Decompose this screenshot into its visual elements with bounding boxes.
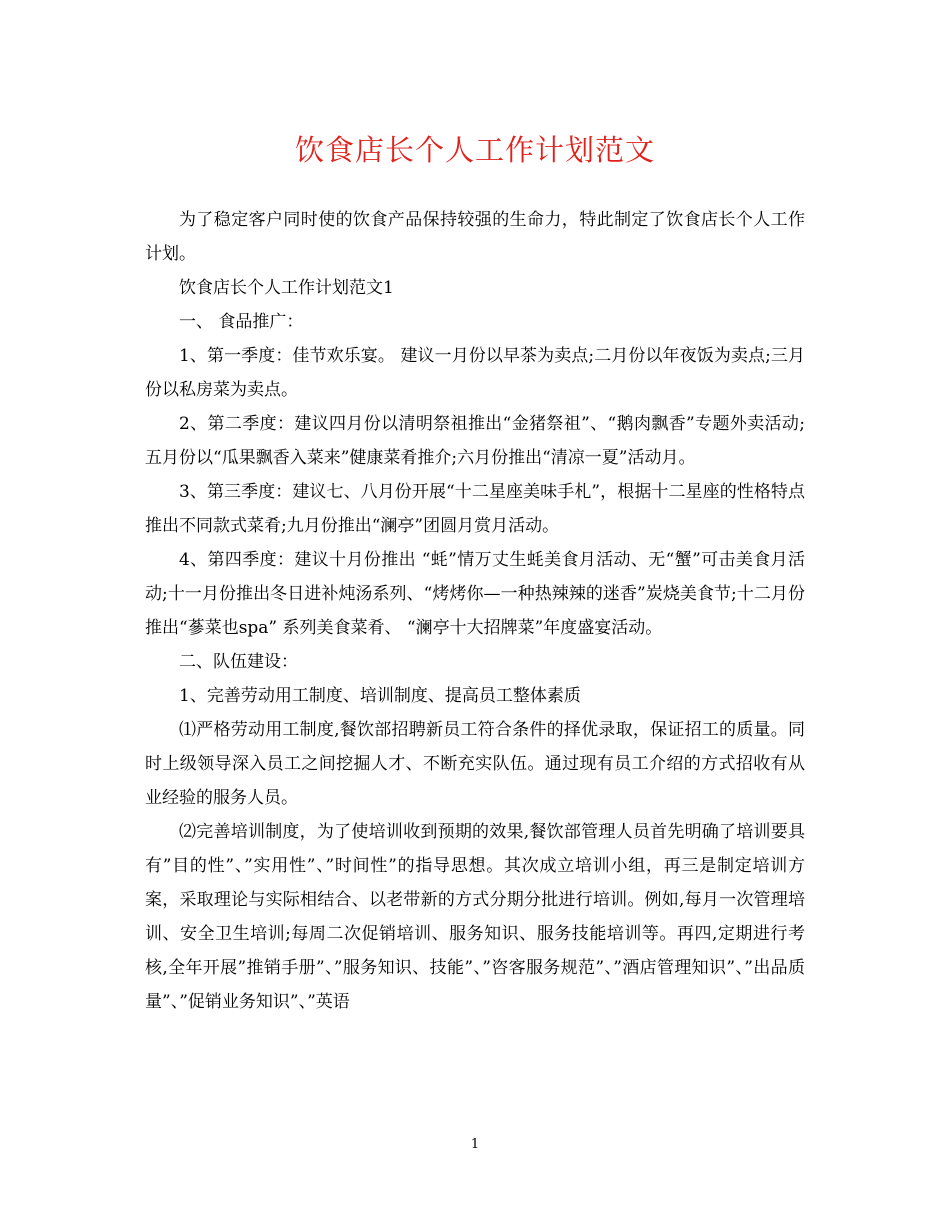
page-number: 1 xyxy=(470,1137,480,1152)
paragraph-labor-system: ⑴严格劳动用工制度,餐饮部招聘新员工符合条件的择优录取，保证招工的质量。同时上级领导深入员工之间挖掘人才、不断充实队伍。通过现有员工介绍的方式招收有从业经验的服务人员。 xyxy=(145,720,805,808)
document-title: 饮食店长个人工作计划范文 xyxy=(294,133,655,167)
paragraph-training-system: ⑵完善培训制度，为了使培训收到预期的效果,餐饮部管理人员首先明确了培训要具有”目的性”、”实用性”、”时间性”的指导思想。其次成立培训小组，再三是制定培训方案，采取理论与实际相结合、以老带新的方式分期分批进行培训。例如,每月一次管理培训、安全卫生培训;每周二次促销培训、服务知识、服务技能培训等。再四,定期进行考核,全年开展”推销手册”、”服务知识、技能”、”咨客服务规范”、”酒店管理知识”、”出品质量”、”促销业务知识”、”英语 xyxy=(145,822,805,1012)
paragraph-heading-food-promotion: 一、 食品推广： xyxy=(179,312,304,332)
paragraph-quarter-3: 3、第三季度：建议七、八月份开展“十二星座美味手札”，根据十二星座的性格特点推出不同款式菜肴;九月份推出“澜亭”团圆月赏月活动。 xyxy=(145,482,805,536)
paragraph-quarter-4: 4、第四季度：建议十月份推出 “蚝”情万丈生蚝美食月活动、无“蟹”可击美食月活动;十一月份推出冬日进补炖汤系列、“烤烤你—一种热辣辣的迷香”炭烧美食节;十二月份推出“蔘菜也spa” 系列美食菜肴、 “澜亭十大招牌菜”年度盛宴活动。 xyxy=(145,550,805,638)
document-body xyxy=(145,203,805,1019)
paragraph-quarter-2: 2、第二季度：建议四月份以清明祭祖推出“金猪祭祖”、“鹅肉飘香”专题外卖活动;五月份以“瓜果飘香入菜来”健康菜肴推介;六月份推出“清凉一夏”活动月。 xyxy=(145,414,805,468)
paragraph-section-title: 饮食店长个人工作计划范文1 xyxy=(179,278,394,298)
paragraph-improve-systems: 1、完善劳动用工制度、培训制度、提高员工整体素质 xyxy=(179,686,581,706)
paragraph-intro: 为了稳定客户同时使的饮食产品保持较强的生命力，特此制定了饮食店长个人工作计划。 xyxy=(145,210,805,264)
paragraph-heading-team-building: 二、队伍建设： xyxy=(179,652,298,672)
paragraph-quarter-1: 1、第一季度：佳节欢乐宴。 建议一月份以早茶为卖点;二月份以年夜饭为卖点;三月份以私房菜为卖点。 xyxy=(145,346,805,400)
